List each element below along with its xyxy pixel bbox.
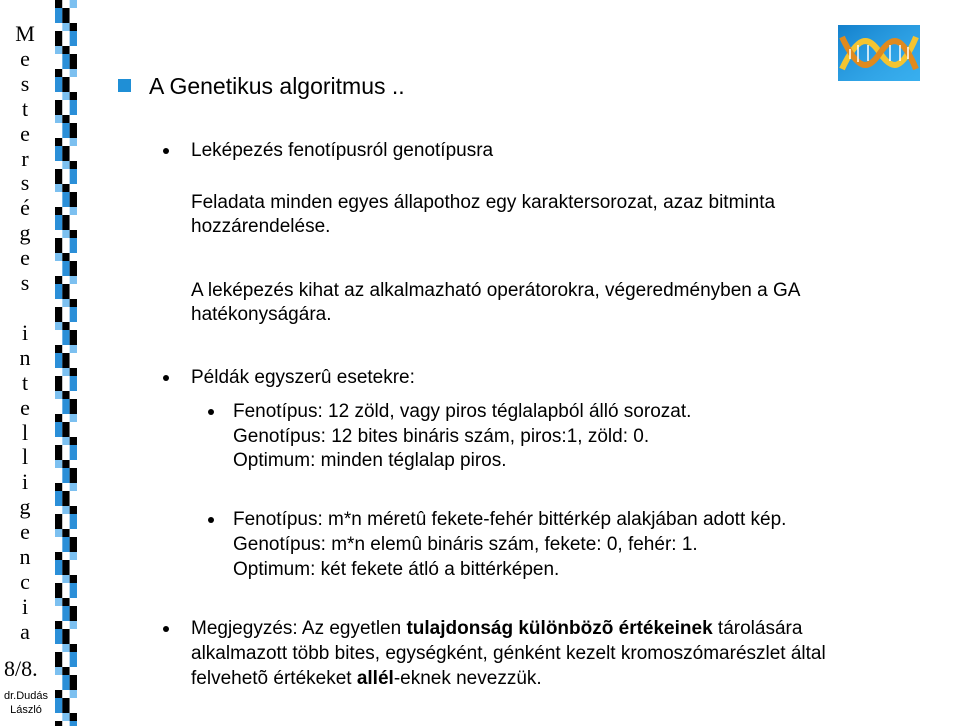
note-text: -eknek nevezzük. [393, 668, 542, 689]
vertical-title-letter: r [21, 145, 29, 171]
para2-line2: hatékonyságára. [191, 304, 332, 325]
vertical-title-letter: e [20, 120, 30, 146]
example2-line3: Optimum: két fekete átló a bittérképen. [233, 559, 560, 580]
para1-line2: hozzárendelése. [191, 216, 331, 237]
slide-heading [118, 72, 405, 100]
vertical-title-letter: M [15, 21, 35, 46]
sub-bullet-icon [208, 409, 214, 415]
note-line1 [191, 617, 802, 642]
vertical-title-letter: t [21, 95, 29, 121]
vertical-title-letter: s [20, 270, 30, 296]
example1-line2: Genotípus: 12 bites bináris szám, piros:1, zöld: 0. [233, 426, 650, 447]
bullet-mapping: Leképezés fenotípusról genotípusra [191, 140, 494, 161]
vertical-title-letter: g [19, 220, 31, 246]
para1-line1: Feladata minden egyes állapothoz egy karaktersorozat, azaz bitminta [191, 192, 776, 213]
author-line2: László [10, 704, 42, 716]
vertical-title-letter: e [20, 519, 30, 545]
bullet-examples: Példák egyszerû esetekre: [191, 367, 415, 388]
note-bold-term: tulajdonság különbözõ értékeinek [406, 618, 713, 639]
vertical-title-letter: é [20, 195, 30, 221]
vertical-title-letter: g [19, 494, 31, 520]
bullet-icon [163, 626, 169, 632]
vertical-title-letter: s [20, 170, 30, 196]
vertical-title-letter: e [20, 245, 30, 271]
note-text: Megjegyzés: Az egyetlen [191, 618, 407, 639]
vertical-title-letter: e [20, 394, 30, 420]
vertical-title-letter: i [21, 469, 29, 495]
note-bold-term: allél [356, 668, 394, 689]
example1-line1: Fenotípus: 12 zöld, vagy piros téglalapból álló sorozat. [233, 401, 692, 422]
author-line1: dr.Dudás [3, 690, 49, 702]
sub-bullet-icon [208, 517, 214, 523]
note-line3 [191, 667, 542, 692]
bullet-icon [163, 148, 169, 154]
vertical-title-letter: n [19, 344, 31, 370]
note-text: tárolására [712, 618, 803, 639]
vertical-title-letter: s [20, 70, 30, 96]
heading-text: A Genetikus algoritmus .. [149, 73, 405, 99]
vertical-title-letter: c [20, 568, 30, 594]
vertical-title-letter: a [20, 618, 30, 644]
slide-number: 8/8. [4, 656, 38, 681]
heading-bullet-icon [118, 79, 131, 92]
vertical-title-letter: i [21, 593, 29, 619]
vertical-title-letter: t [21, 369, 29, 395]
vertical-title-letter: l [21, 444, 29, 470]
para2-line1: A leképezés kihat az alkalmazható operátorokra, végeredményben a GA [191, 280, 801, 301]
example2-line2: Genotípus: m*n elemû bináris szám, fekete: 0, fehér: 1. [233, 534, 698, 555]
vertical-title-letter: e [20, 45, 30, 71]
vertical-title-letter: l [21, 419, 29, 445]
vertical-title-letter: i [21, 319, 29, 345]
note-line2: alkalmazott több bites, egységként, génként kezelt kromoszómarészlet által [191, 643, 826, 664]
example2-line1: Fenotípus: m*n méretû fekete-fehér bittérkép alakjában adott kép. [233, 509, 787, 530]
note-text: felvehetõ értékeket [191, 668, 357, 689]
example1-line3: Optimum: minden téglalap piros. [233, 450, 507, 471]
bullet-icon [163, 375, 169, 381]
vertical-title-letter: n [19, 544, 31, 570]
